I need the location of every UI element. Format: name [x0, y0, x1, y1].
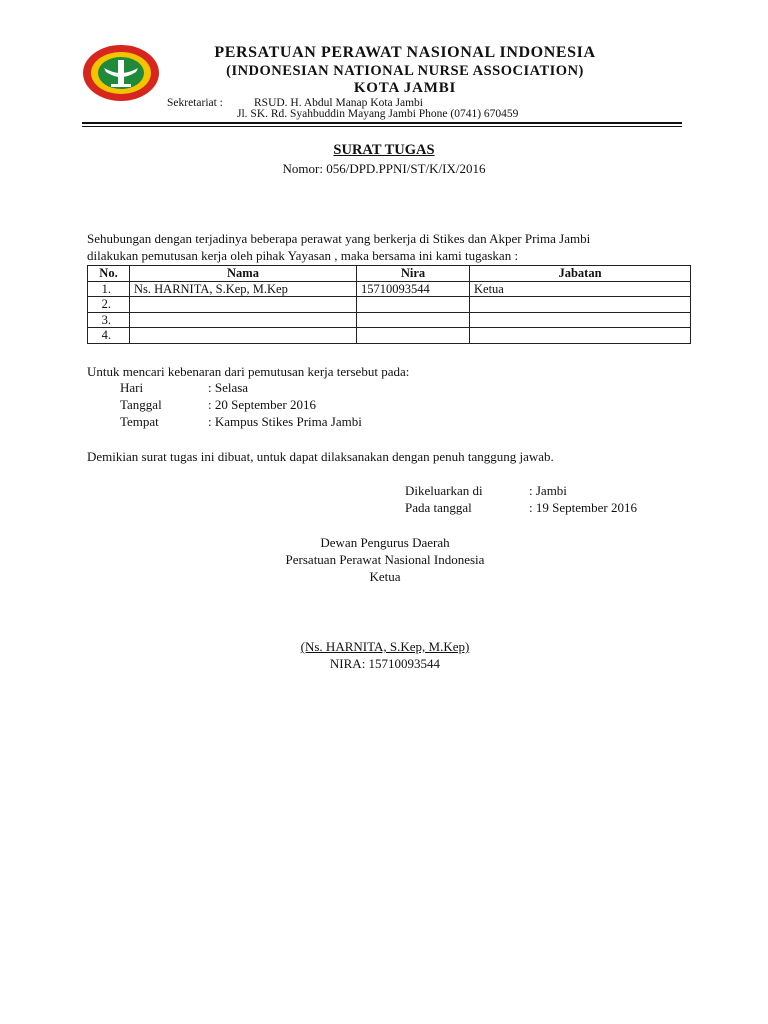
issued-date-label: Pada tanggal: [405, 500, 472, 515]
intro-line-1: Sehubungan dengan terjadinya beberapa perawat yang berkerja di Stikes dan Akper Prima Jambi: [87, 231, 591, 246]
cell-nama: [130, 312, 357, 328]
issued-at-label: Dikeluarkan di: [405, 483, 483, 498]
table-row: [88, 297, 691, 313]
col-header-nama: Nama: [130, 266, 357, 282]
cell-nira: [357, 328, 470, 344]
cell-nama: [130, 297, 357, 313]
schedule-place: [120, 414, 520, 431]
header-divider-thin: [82, 126, 682, 127]
cell-jabatan: Ketua: [470, 281, 691, 297]
schedule-place-label: Tempat: [120, 414, 159, 429]
cell-no: 1.: [88, 281, 130, 297]
ppni-emblem-icon: [82, 44, 160, 102]
signatory-position: Ketua: [369, 569, 401, 584]
table-row: [88, 328, 691, 344]
cell-no: 2.: [88, 297, 130, 313]
schedule-date-value: : 20 September 2016: [208, 397, 316, 412]
schedule-day: [120, 380, 520, 397]
cell-jabatan: [470, 312, 691, 328]
cell-jabatan: [470, 328, 691, 344]
purpose-text: Untuk mencari kebenaran dari pemutusan kerja tersebut pada:: [87, 364, 410, 379]
schedule-place-value: : Kampus Stikes Prima Jambi: [208, 414, 362, 429]
intro-line-2: dilakukan pemutusan kerja oleh pihak Yayasan , maka bersama ini kami tugaskan :: [87, 248, 519, 263]
col-header-nira: Nira: [357, 266, 470, 282]
cell-no: 4.: [88, 328, 130, 344]
secretariat-line-2: Jl. SK. Rd. Syahbuddin Mayang Jambi Phone (0741) 670459: [237, 108, 519, 120]
signatory-nira: NIRA: 15710093544: [329, 656, 441, 671]
org-branch: KOTA JAMBI: [353, 80, 457, 96]
letter-title: SURAT TUGAS: [333, 142, 435, 158]
header-divider-thick: [82, 122, 682, 124]
table-row: [88, 312, 691, 328]
letter-number: Nomor: 056/DPD.PPNI/ST/K/IX/2016: [282, 161, 486, 176]
assignee-table: [87, 265, 691, 344]
cell-jabatan: [470, 297, 691, 313]
col-header-jabatan: Jabatan: [470, 266, 691, 282]
schedule-date-label: Tanggal: [120, 397, 162, 412]
schedule-day-label: Hari: [120, 380, 144, 395]
cell-nira: [357, 297, 470, 313]
schedule-day-value: : Selasa: [208, 380, 249, 395]
signatory-name: (Ns. HARNITA, S.Kep, M.Kep): [300, 639, 470, 654]
cell-no: 3.: [88, 312, 130, 328]
cell-nira: [357, 312, 470, 328]
cell-nama: Ns. HARNITA, S.Kep, M.Kep: [130, 281, 357, 297]
ppni-logo: [82, 44, 160, 102]
issued-at-value: : Jambi: [529, 483, 567, 498]
secretariat-line-1: RSUD. H. Abdul Manap Kota Jambi: [254, 97, 423, 109]
org-name-english: (INDONESIAN NATIONAL NURSE ASSOCIATION): [226, 63, 584, 79]
cell-nira: 15710093544: [357, 281, 470, 297]
signatory-body-line-2: Persatuan Perawat Nasional Indonesia: [285, 552, 485, 567]
issued-date-value: : 19 September 2016: [529, 500, 637, 515]
secretariat-label: Sekretariat :: [167, 97, 223, 109]
signatory-body-line-1: Dewan Pengurus Daerah: [320, 535, 450, 550]
col-header-no: No.: [88, 266, 130, 282]
org-name: PERSATUAN PERAWAT NASIONAL INDONESIA: [214, 44, 596, 61]
schedule-date: [120, 397, 520, 414]
table-header-row: [88, 266, 691, 282]
table-row: [88, 281, 691, 297]
closing-text: Demikian surat tugas ini dibuat, untuk dapat dilaksanakan dengan penuh tanggung jawab.: [87, 449, 554, 464]
cell-nama: [130, 328, 357, 344]
